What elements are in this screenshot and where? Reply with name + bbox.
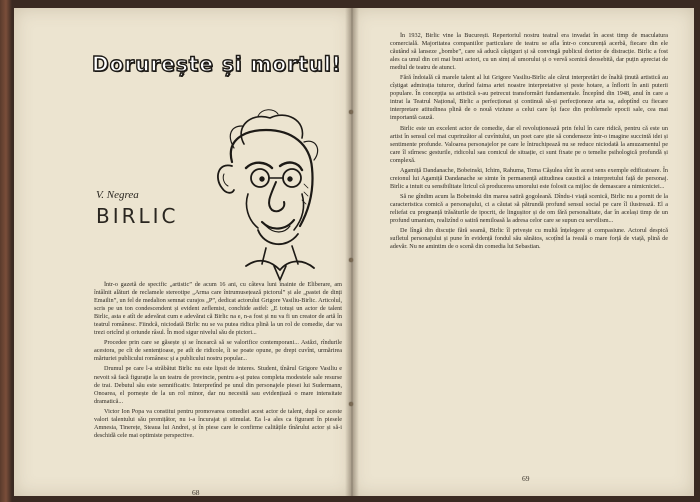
author-name: V. Negrea [96, 189, 139, 201]
page-number-right: 69 [522, 474, 530, 483]
binding-stitch [349, 110, 353, 114]
paragraph: Procedee prin care se găsește și se încearcă să se valorifice contemporani... Astăzi, rîndurile acestora, pe cît de sentențioase, pe atît de ridicole, îi se poate opune, pe drept cuvînt, urmărirea mărturiei publicului românesc și a publicului nostru popular... [94, 339, 342, 363]
article-title: Dorurește și mortul! [92, 52, 342, 76]
paragraph: Într-o gazetă de specific „artistic” de acum 16 ani, cu câteva luni înainte de Eliberare, am întâlnit alături de reclamele stereotipe „Arma care întrumusețează pictorul” și ale „pastei de dinți Emailin”, un fel de medalion semnat curajos „P”, dedicat actorului Grigore Vasiliu-Birlic. Articolul, scris pe un ton condescendent și evident zeflemist, conchide astfel: „E totuși un actor de talent Birlic, asta e atît de adevărat cum e adevărat că Birlic na e, n-a fost și nu va fi un creator de artă în teatrul românesc. Fiindcă, niciodată Birlic nu se va putea ridica plină la un rol de comedie, dar va trezi oricînd și oriunde râsul. În mod sigur nivelul său de pictori... [94, 281, 342, 337]
left-page [14, 8, 352, 496]
paragraph: De lîngă din discuție fără seamă, Birlic îl privește cu multă înțelegere și compasiune. Actorul despică sufletul personajului și pune în evidență fondul său sănătos, scoțînd la iveală o mare forță de viață, plină de adevăr. Nu ne amintim de o scenă din comedia lui Sebastian. [390, 227, 668, 251]
book-gutter [345, 8, 359, 496]
paragraph: Să ne gîndim acum la Bobeinski din marea satiră gogoleană. Dîndu-i viață scenică, Birlic nu a pornit de la caracteristica comică a personajului, ci a căutat să pătrundă profund sensul social pe care îl ilustrează. El a reliefat cu pregnanță trăsăturile de ipocrit, de lingușitor și de om fără personalitate, dar în același timp de un profund umanism, realizînd o satiră nemiloasă la adresa celor care se supun cu servilism... [390, 192, 668, 225]
paragraph: Drumul pe care l-a străbătut Birlic nu este lipsit de interes. Student, tînărul Grigore Vasiliu e nevoit să facă figurație la un teatru de provincie, pentru a-și putea completa modestele sale resurse de trai. Debutul său este semnificativ. Interpretînd pe unul din personajele piesei lui Sudermann, Onoarea, el pornește de la un rol minor, dar nu necesită sau evidențiază o mare intensitate dramatică... [94, 365, 342, 405]
birlic-caricature-illustration [174, 104, 340, 282]
binding-stitch [349, 402, 353, 406]
subject-heading: BIRLIC [96, 204, 179, 228]
paragraph: Agamiță Dandanache, Bobeinski, Ichim, Rahuma, Toma Cășulea sînt în acest sens exemple edificatoare. În creionul lui Agamiță Dandanache se simte în permanență atitudinea caustică a interpretului față de personaj. Birlic a intuit cu sensibilitate liricul că producerea umorului este folosit ca mijloc de demascare a nimicniciei... [390, 166, 668, 190]
right-article-text [390, 32, 668, 458]
right-page [352, 8, 694, 496]
paragraph: Victor Ion Popa va constitui pentru promovarea comediei acest actor de talent, după ce aceste valori talentului său promițător, nu i-a încurajat și stimulat. Ea l-a ales ca figurant în piesele Amnesia, Tinerețe, Steaua lui Andrei, și în piese care le confirme calitățile tînărului actor și să-i deschidă cele mai optimiste perspective. [94, 407, 342, 439]
paragraph: Birlic este un excelent actor de comedie, dar el revoluționează prin felul în care ridică, pentru că este un artist în sensul cel mai cuprinzător al cuvîntului, un poet care știe să condenseze într-o imagine succintă idei și sentimente profunde. Valoarea personajelor pe care le întruchipează nu se reduce niciodată la amuzamentul pe care îl stîrnesc gesturile, ridicolul sau comicul de situație, ci sunt fixate pe o temelie psihologică profundă și complexă. [390, 124, 668, 164]
left-article-text [94, 281, 342, 491]
paragraph: Fără îndoială că marele talent al lui Grigore Vasiliu-Birlic ale cărui interpretări de înaltă ținută artistică au cîștigat admirația tuturor, durînd faima artei noastre interpretative și peste hotare, a înflorit în anii puterii populare. În concepția sa artistică s-au petrecut transformări fundamentale. Începînd din 1948, anul în care a intrat la Teatrul Național, Birlic a perfecționat și continuă să-și perfecționeze arta sa, adoptînd cu fiecare interpretare atitudinea plină de o nouă viziune a celui care își face din problemele epocii sale, cea mai importantă cauză. [390, 74, 668, 122]
paragraph: În 1932, Birlic vine la București. Repertoriul nostru teatral era invadat în acest timp de maculatura comercială. Majoritatea companiilor particulare de teatru se afla într-o concurență acerbă, fiecare din ele căutând să lanseze „bombe”, care să aducă câștiguri și să convingă publicul doritor de distracție. Birlic a fost ales ca unul din cei mai buni actori, cu un simț al umorului și o vervă scenică deosebită, dar puțin apreciat de mediul de teatru de atunci. [390, 32, 668, 72]
page-number-left: 68 [192, 488, 200, 496]
binding-stitch [349, 258, 353, 262]
